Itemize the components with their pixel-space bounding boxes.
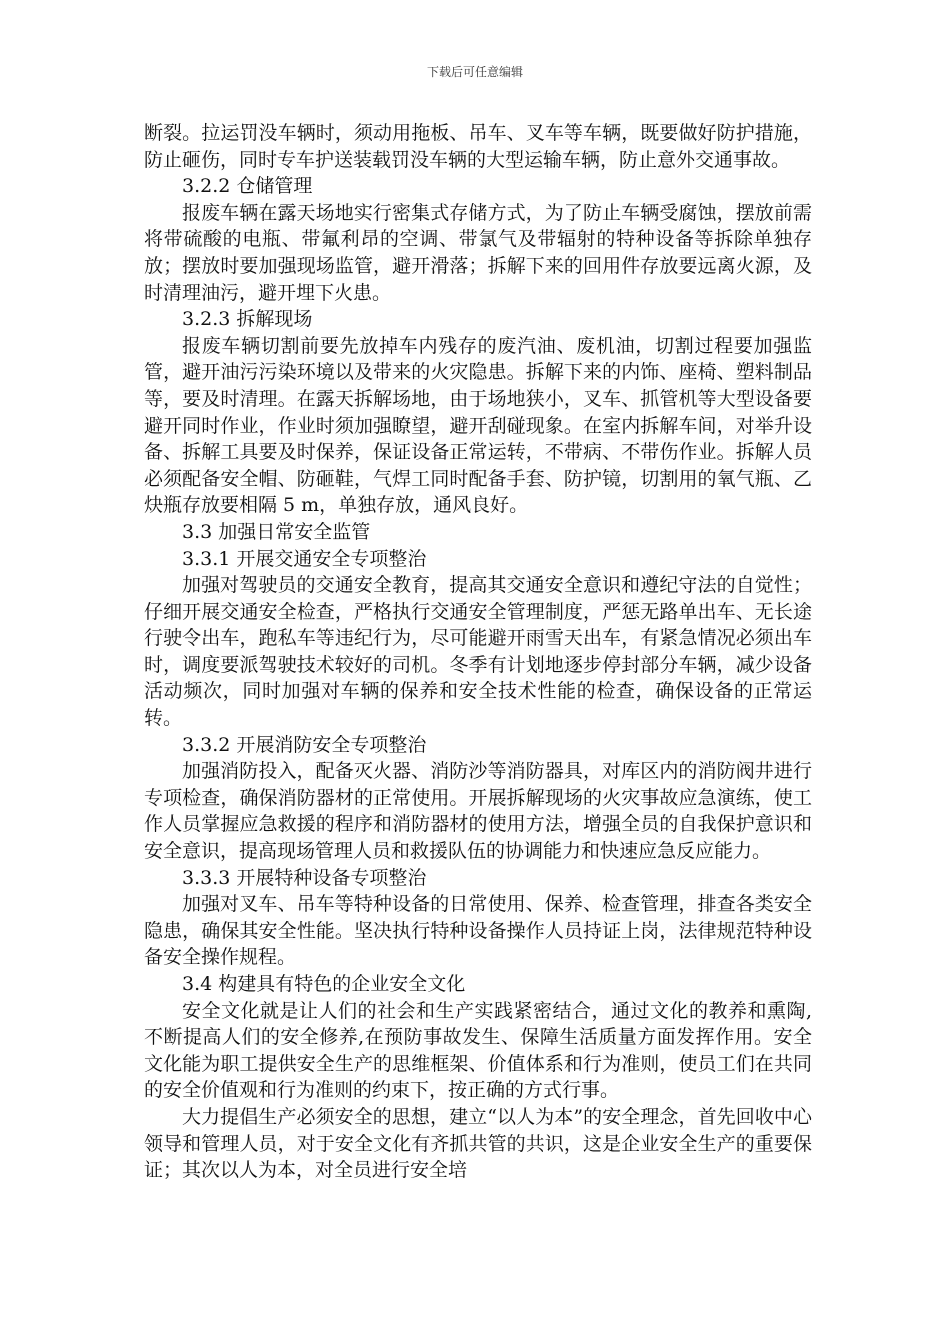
- page-header: 下载后可任意编辑: [426, 65, 523, 79]
- section-heading-3-3-2: 3.3.2 开展消防安全专项整治: [182, 733, 427, 756]
- section-heading-3-3-3: 3.3.3 开展特种设备专项整治: [182, 866, 427, 889]
- paragraph-continued: 断裂。拉运罚没车辆时，须动用拖板、吊车、叉车等车辆，既要做好防护措施，防止砸伤，同时专车护送装载罚没车辆的大型运输车辆，防止意外交通事故。: [144, 122, 812, 171]
- section-heading-3-2-3: 3.2.3 拆解现场: [182, 308, 313, 331]
- section-heading-3-3-1: 3.3.1 开展交通安全专项整治: [182, 547, 427, 570]
- paragraph: 安全文化就是让人们的社会和生产实践紧密结合，通过文化的教养和熏陶,不断提高人们的安全修养,在预防事故发生、保障生活质量方面发挥作用。安全文化能为职工提供安全生产的思维框架、价值体系和行为准则，使员工们在共同的安全价值观和行为准则的约束下，按正确的方式行事。: [144, 999, 812, 1102]
- paragraph: 报废车辆在露天场地实行密集式存储方式，为了防止车辆受腐蚀，摆放前需将带硫酸的电瓶、带氟利昂的空调、带氯气及带辐射的特种设备等拆除单独存放；摆放时要加强现场监管，避开滑落；拆解下来的回用件存放要远离火源，及时清理油污，避开埋下火患。: [144, 201, 812, 304]
- paragraph: 加强对驾驶员的交通安全教育，提高其交通安全意识和遵纪守法的自觉性；仔细开展交通安全检查，严格执行交通安全管理制度，严惩无路单出车、无长途行驶令出车，跑私车等违纪行为，尽可能避开雨雪天出车，有紧急情况必须出车时，调度要派驾驶技术较好的司机。冬季有计划地逐步停封部分车辆，减少设备活动频次，同时加强对车辆的保养和安全技术性能的检查，确保设备的正常运转。: [144, 574, 812, 730]
- document-body: [144, 120, 812, 1184]
- paragraph: 加强对叉车、吊车等特种设备的日常使用、保养、检查管理，排查各类安全隐患，确保其安全性能。坚决执行特种设备操作人员持证上岗，法律规范特种设备安全操作规程。: [144, 893, 812, 969]
- paragraph: 报废车辆切割前要先放掉车内残存的废汽油、废机油，切割过程要加强监管，避开油污污染环境以及带来的火灾隐患。拆解下来的内饰、座椅、塑料制品等，要及时清理。在露天拆解场地，由于场地狭小，叉车、抓管机等大型设备要避开同时作业，作业时须加强瞭望，避开刮碰现象。在室内拆解车间，对举升设备、拆解工具要及时保养，保证设备正常运转，不带病、不带伤作业。拆解人员必须配备安全帽、防砸鞋，气焊工同时配备手套、防护镜，切割用的氧气瓶、乙炔瓶存放要相隔 5 m，单独存放，通风良好。: [144, 334, 812, 517]
- paragraph: 大力提倡生产必须安全的思想，建立“以人为本”的安全理念，首先回收中心领导和管理人员，对于安全文化有齐抓共管的共识，这是企业安全生产的重要保证；其次以人为本，对全员进行安全培: [144, 1105, 812, 1182]
- paragraph: 加强消防投入，配备灭火器、消防沙等消防器具，对库区内的消防阀井进行专项检查，确保消防器材的正常使用。开展拆解现场的火灾事故应急演练，使工作人员掌握应急救援的程序和消防器材的使用方法，增强全员的自我保护意识和安全意识，提高现场管理人员和救援队伍的协调能力和快速应急反应能力。: [144, 760, 812, 863]
- section-heading-3-3: 3.3 加强日常安全监管: [182, 520, 371, 543]
- section-heading-3-4: 3.4 构建具有特色的企业安全文化: [182, 973, 466, 995]
- section-heading-3-2-2: 3.2.2 仓储管理: [182, 175, 313, 198]
